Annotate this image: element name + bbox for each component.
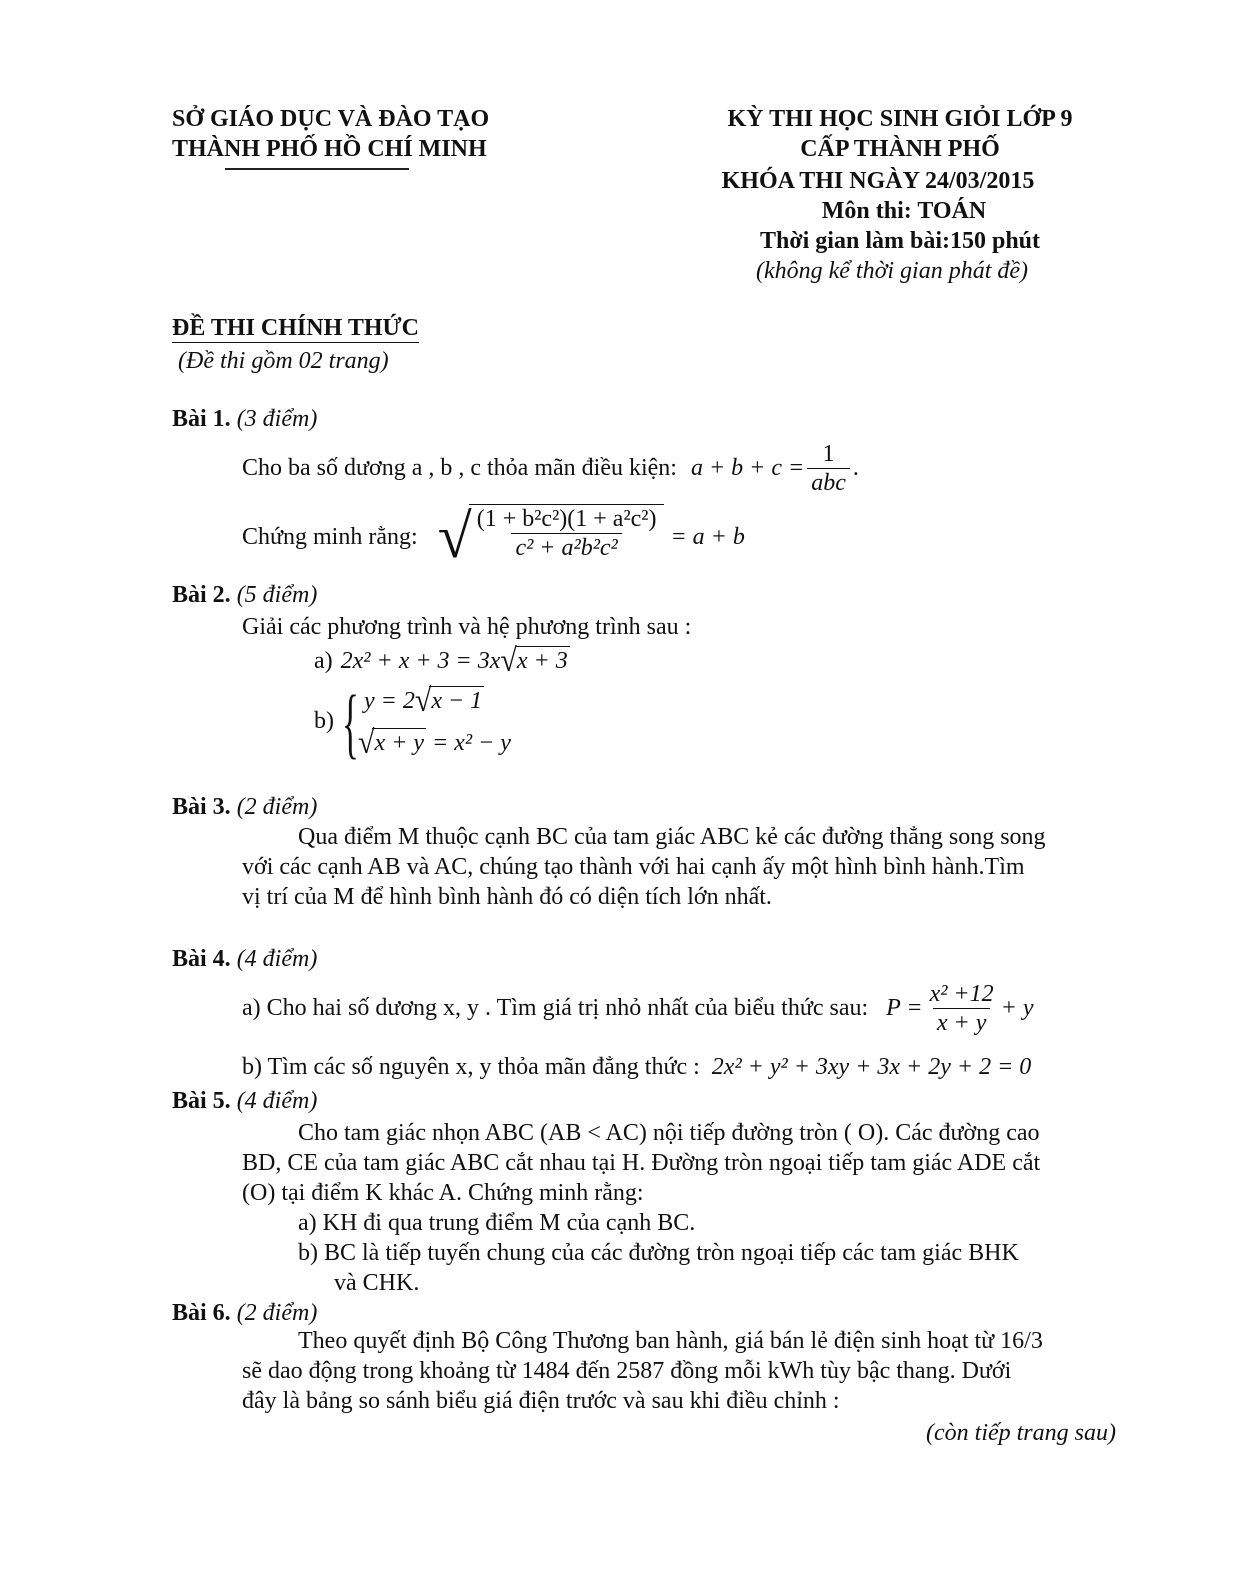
bai1-label: Bài 1.: [172, 406, 231, 432]
bai1-text2: Chứng minh rằng:: [242, 524, 418, 550]
bai4-heading: [172, 944, 317, 974]
bai2-a-label: a): [314, 648, 333, 674]
bai4-a-num: x² +12: [929, 980, 994, 1007]
bai5-points: (4 điểm): [236, 1088, 318, 1114]
bai4-part-b: [242, 1052, 1031, 1082]
exam-date: KHÓA THI NGÀY 24/03/2015: [721, 168, 1035, 194]
bai2-b-eq1: [364, 682, 484, 719]
bai1-proof-num: (1 + b²c²)(1 + a²c²): [476, 506, 657, 532]
bai2-b-eq1-lhs: y = 2: [364, 688, 415, 714]
bai2-label: Bài 2.: [172, 582, 231, 608]
bai5-line2: BD, CE của tam giác ABC cắt nhau tại H. Đường tròn ngoại tiếp tam giác ADE cắt: [242, 1150, 1041, 1176]
bai2-b-label: b): [314, 708, 334, 734]
bai6-label: Bài 6.: [172, 1300, 231, 1326]
bai5-label: Bài 5.: [172, 1088, 231, 1114]
radical-sign: √: [358, 724, 375, 761]
bai3-line1: Qua điểm M thuộc cạnh BC của tam giác ABC kẻ các đường thẳng song song: [298, 824, 1046, 850]
bai1-heading: [172, 404, 317, 434]
bai2-part-a: [314, 642, 570, 679]
bai1-condition: Cho ba số dương a , b , c thỏa mãn điều kiện: a + b + c = $\frac{1}{\text{abc}}$ .: [242, 440, 859, 496]
bai2-b-eq2-radicand: x + y: [374, 730, 424, 756]
bai3-line3: vị trí của M để hình bình hành đó có diện tích lớn nhất.: [242, 884, 772, 910]
bai1-proof-den: c² + a²b²c²: [511, 533, 621, 560]
department-name: SỞ GIÁO DỤC VÀ ĐÀO TẠO: [172, 106, 490, 132]
bai5-line1: Cho tam giác nhọn ABC (AB < AC) nội tiếp đường tròn ( O). Các đường cao: [298, 1120, 1040, 1146]
bai1-text1: Cho ba số dương a , b , c thỏa mãn điều kiện:: [242, 455, 677, 481]
bai2-intro: Giải các phương trình và hệ phương trình sau :: [242, 614, 692, 640]
bai4-points: (4 điểm): [236, 946, 318, 972]
bai4-a-den: x + y: [933, 1008, 991, 1035]
radical-sign: √: [414, 682, 432, 719]
bai5-heading: [172, 1086, 317, 1116]
radical-sign: √: [500, 642, 517, 679]
bai3-points: (2 điểm): [236, 794, 318, 820]
bai4-label: Bài 4.: [172, 946, 231, 972]
bai1-cond-fraction: [807, 442, 850, 495]
exam-subject: Môn thi: TOÁN: [821, 198, 987, 224]
bai1-cond-num: 1: [822, 440, 835, 467]
bai4-b-equation: 2x² + y² + 3xy + 3x + 2y + 2 = 0: [711, 1054, 1032, 1080]
bai2-heading: [172, 580, 317, 610]
bai2-a-lhs: 2x² + x + 3 = 3x: [340, 648, 501, 674]
bai4-a-tail: + y: [1000, 995, 1034, 1021]
bai2-a-radicand: x + 3: [516, 648, 568, 674]
system-brace: {: [342, 679, 359, 766]
official-title: ĐỀ THI CHÍNH THỨC: [172, 315, 419, 341]
bai6-line1: Theo quyết định Bộ Công Thương ban hành, giá bán lẻ điện sinh hoạt từ 16/3: [298, 1328, 1043, 1354]
bai6-heading: [172, 1298, 317, 1328]
bai2-b-eq2-rhs: = x² − y: [431, 730, 511, 756]
header-divider: [225, 168, 409, 170]
bai6-points: (2 điểm): [236, 1300, 318, 1326]
bai3-label: Bài 3.: [172, 794, 231, 820]
bai1-sqrt: [438, 504, 665, 570]
bai3-line2: với các cạnh AB và AC, chúng tạo thành với hai cạnh ấy một hình bình hành.Tìm: [242, 854, 1025, 880]
exam-title: KỲ THI HỌC SINH GIỎI LỚP 9: [727, 106, 1073, 132]
bai5-part-b: b) BC là tiếp tuyến chung của các đường tròn ngoại tiếp các tam giác BHK: [298, 1240, 1019, 1266]
bai1-proof: [242, 500, 745, 574]
bai5-line3: (O) tại điểm K khác A. Chứng minh rằng:: [242, 1180, 644, 1206]
bai6-line2: sẽ dao động trong khoảng từ 1484 đến 2587 đồng mỗi kWh tùy bậc thang. Dưới: [242, 1358, 1012, 1384]
exam-duration: Thời gian làm bài:150 phút: [759, 228, 1041, 254]
bai1-cond-lhs: a + b + c =: [690, 455, 805, 481]
radical-sign: √: [437, 503, 472, 571]
bai5-part-a: a) KH đi qua trung điểm M của cạnh BC.: [298, 1210, 696, 1236]
official-subtitle: (Đề thi gồm 02 trang): [178, 348, 389, 374]
bai3-heading: [172, 792, 317, 822]
bai1-points: (3 điểm): [236, 406, 318, 432]
bai1-cond-den: abc: [807, 468, 850, 495]
bai2-b-eq2: [358, 724, 511, 761]
bai2-b-eq1-radicand: x − 1: [431, 688, 483, 714]
bai4-a-text: a) Cho hai số dương x, y . Tìm giá trị nhỏ nhất của biểu thức sau:: [242, 995, 869, 1021]
exam-level: CẤP THÀNH PHỐ: [800, 136, 1000, 162]
exam-duration-note: (không kể thời gian phát đề): [755, 258, 1029, 284]
bai4-part-a: [242, 976, 1033, 1040]
bai5-part-b-cont: và CHK.: [334, 1270, 420, 1296]
bai4-b-text: b) Tìm các số nguyên x, y thỏa mãn đẳng thức :: [242, 1054, 700, 1080]
city-name: THÀNH PHỐ HỒ CHÍ MINH: [172, 136, 487, 162]
bai1-proof-rhs: = a + b: [670, 524, 745, 550]
bai2-points: (5 điểm): [236, 582, 318, 608]
bai6-line3: đây là bảng so sánh biểu giá điện trước và sau khi điều chỉnh :: [242, 1388, 840, 1414]
continued-note: (còn tiếp trang sau): [926, 1420, 1116, 1446]
bai4-a-P: P =: [886, 995, 923, 1021]
